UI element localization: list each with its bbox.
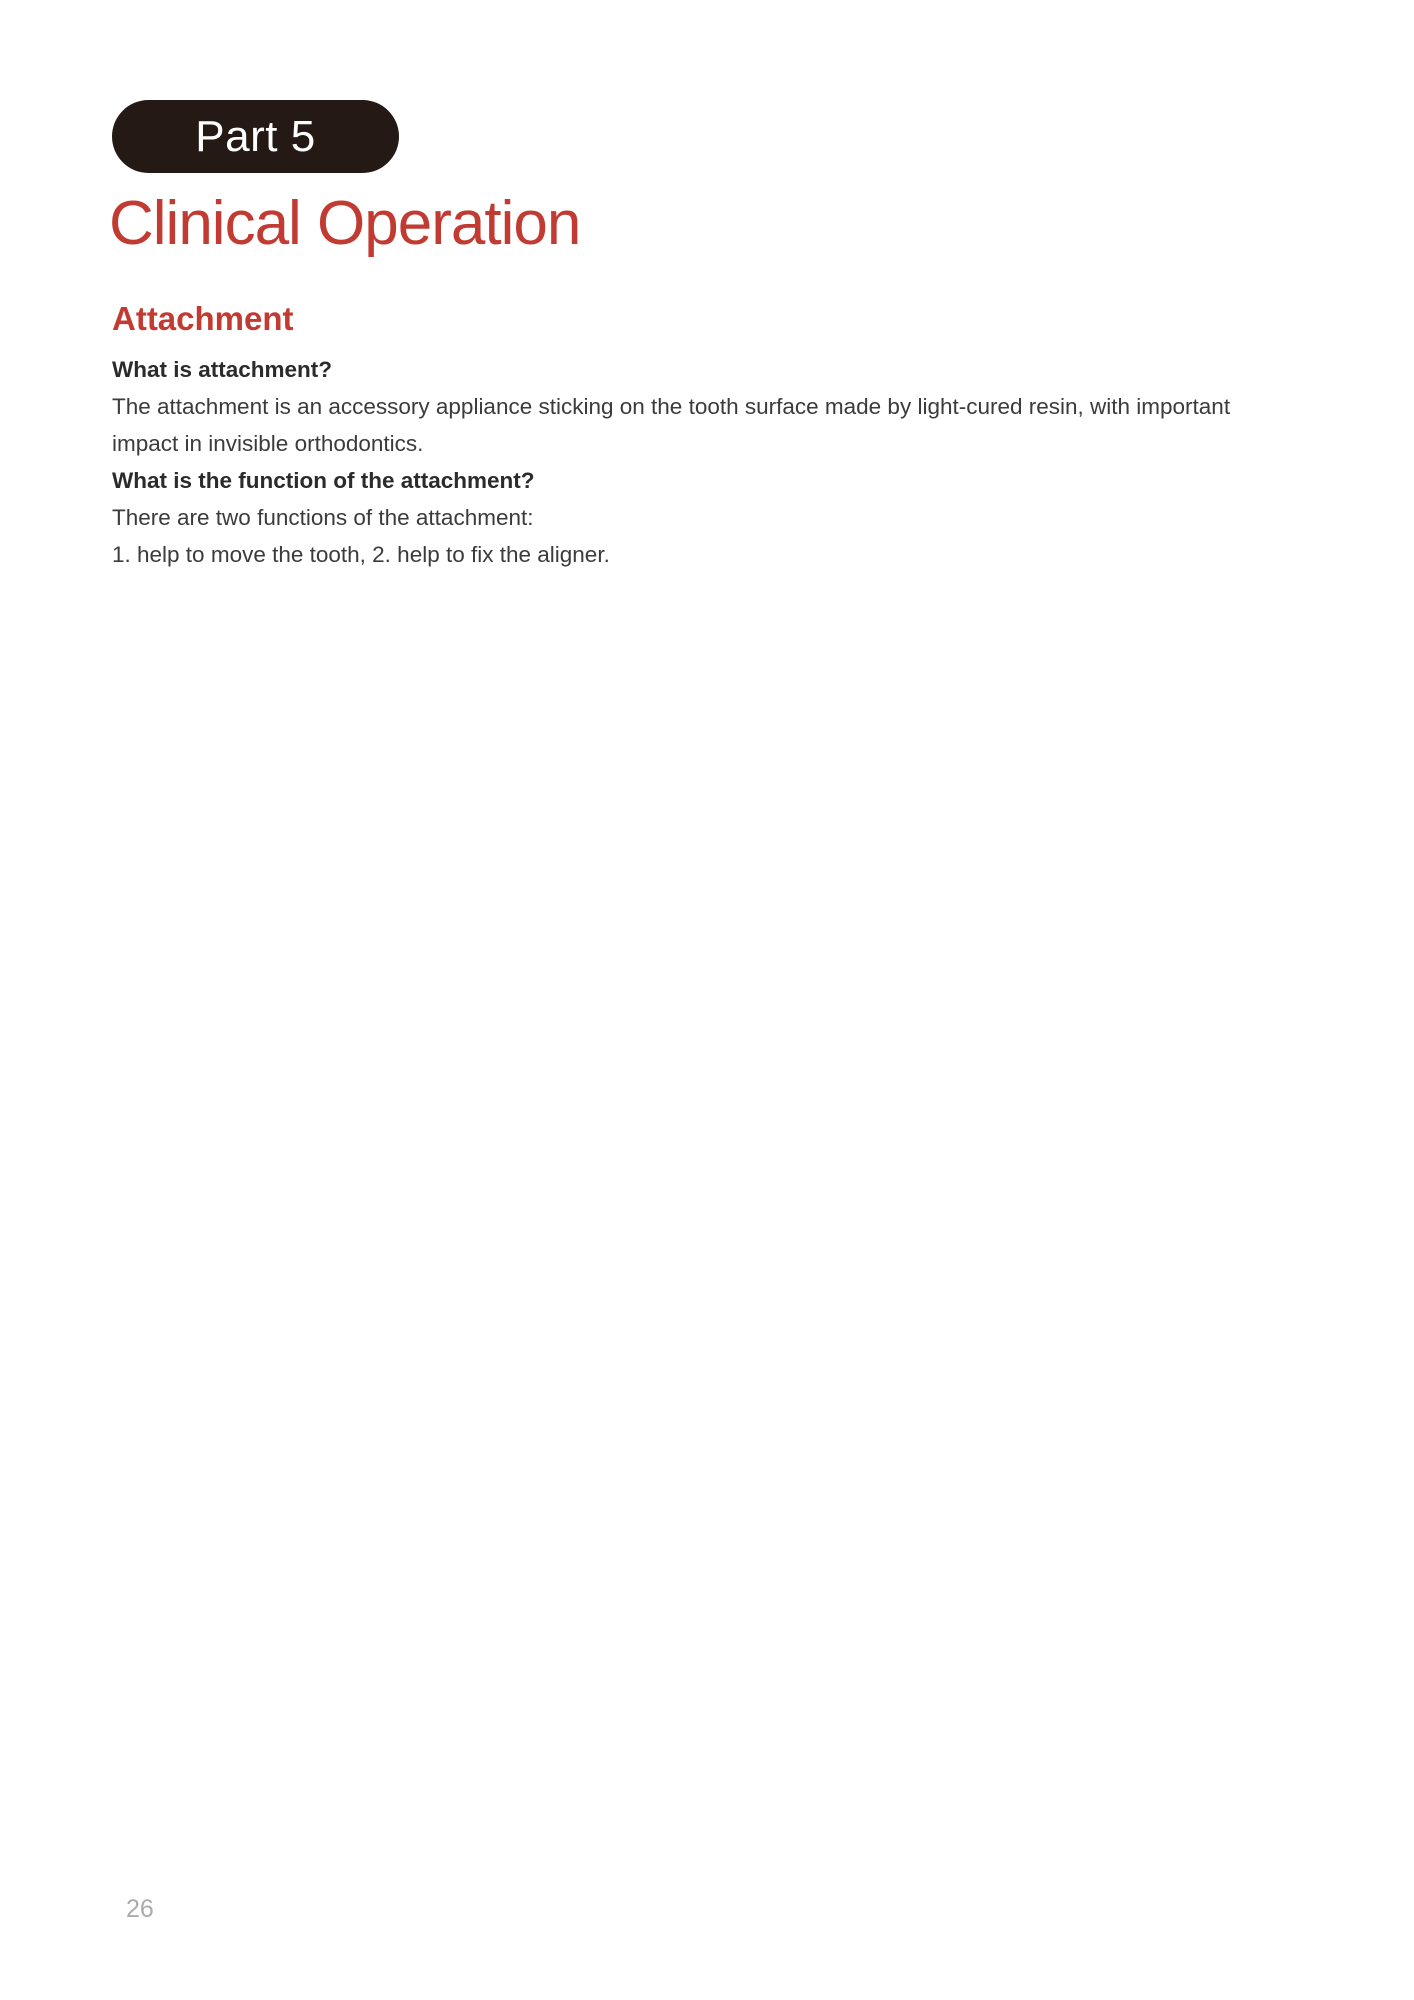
section-body — [112, 351, 1312, 573]
answer-line: The attachment is an accessory appliance sticking on the tooth surface made by light-cured resin, with important — [112, 394, 1231, 419]
section-heading: Attachment — [112, 300, 294, 337]
question-heading: What is attachment? — [112, 357, 333, 382]
page-title: Clinical Operation — [109, 189, 581, 258]
answer-line: There are two functions of the attachment: — [112, 505, 534, 530]
part-badge — [112, 100, 399, 173]
part-badge-label: Part 5 — [195, 111, 316, 161]
question-heading: What is the function of the attachment? — [112, 468, 535, 493]
answer-line: impact in invisible orthodontics. — [112, 431, 424, 456]
answer-line: 1. help to move the tooth, 2. help to fix the aligner. — [112, 542, 610, 567]
page-number: 26 — [126, 1895, 154, 1923]
